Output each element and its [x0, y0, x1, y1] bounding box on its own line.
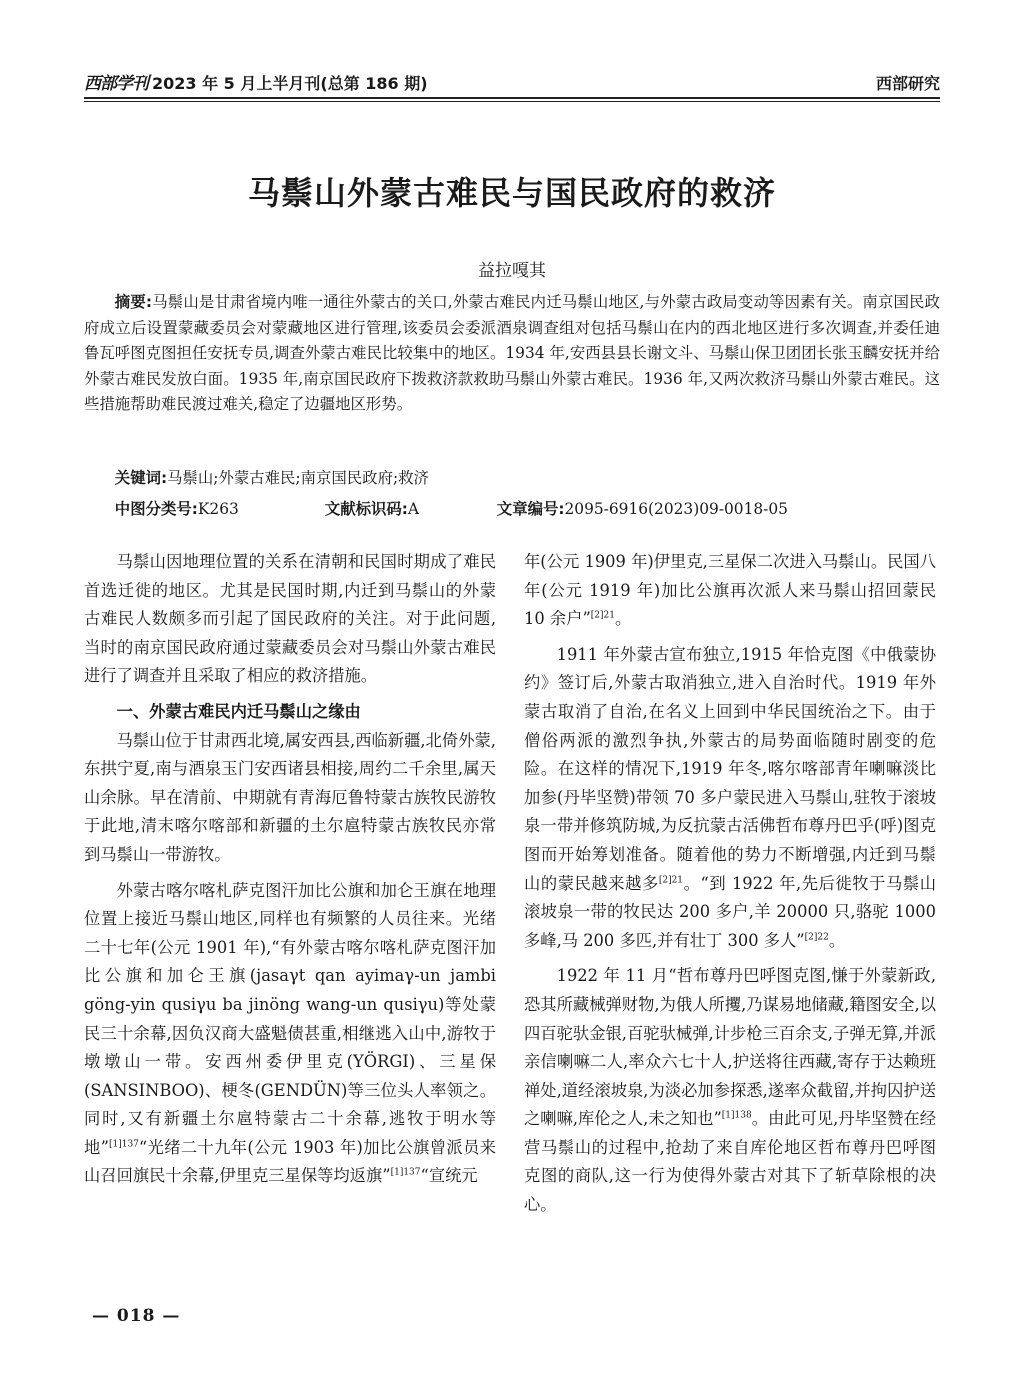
left-column	[84, 548, 496, 1198]
journal-logo: 西部学刊	[84, 74, 148, 94]
article-title: 马鬃山外蒙古难民与国民政府的救济	[247, 174, 776, 212]
abstract	[84, 290, 940, 418]
paragraph	[524, 548, 936, 634]
header-left	[84, 69, 428, 94]
page-number: — 018 —	[92, 1306, 181, 1326]
clc-value: K263	[197, 500, 239, 518]
classification-line	[84, 497, 940, 519]
paragraph-text: 外蒙古喀尔喀札萨克图汗加比公旗和加仑王旗在地理位置上接近马鬃山地区,同样也有频繁的人员往来。光绪二十七年(公元 1901 年),“有外蒙古喀尔喀札萨克图汗加比公旗和加仑王旗(jasaγt qan ayimaγ-un jambi göng-yin qusiγu ba jinöng wang-un qusiγu)等处蒙民三十余幕,因负汉商大盛魁债甚重,相继逃入山中,游牧于墩墩山一带。安西州委伊里克(YÖRGI)、三星保(SANSINBOO)、梗冬(GENDÜN)等三位头人率领之。同时,又有新疆土尔扈特蒙古二十余幕,逃牧于明水等地”	[84, 880, 496, 1157]
doc-value: A	[407, 500, 420, 518]
paragraph-text: 年(公元 1909 年)伊里克,三星保二次进入马鬃山。民国八年(公元 1919 年)加比公旗再次派人来马鬃山招回蒙民 10 余户”	[524, 552, 936, 629]
keywords	[84, 466, 940, 488]
header-rule	[84, 97, 940, 99]
abstract-text: 马鬃山是甘肃省境内唯一通往外蒙古的关口,外蒙古难民内迁马鬃山地区,与外蒙古政局变动等因素有关。南京国民政府成立后设置蒙藏委员会对蒙藏地区进行管理,该委员会委派酒泉调查组对包括马鬃山在内的西北地区进行多次调查,并委任迪鲁瓦呼图克图担任安抚专员,调查外蒙古难民比较集中的地区。1934 年,安西县县长谢文斗、马鬃山保卫团团长张玉麟安抚并给外蒙古难民发放白面。1935 年,南京国民政府下拨救济款救助马鬃山外蒙古难民。1936 年,又两次救济马鬃山外蒙古难民。这些措施帮助难民渡过难关,稳定了边疆地区形势。	[84, 293, 941, 414]
paragraph-text: “宣统元	[420, 1166, 478, 1186]
paragraph: 马鬃山位于甘肃西北境,属安西县,西临新疆,北倚外蒙,东拱宁夏,南与酒泉玉门安西诸县相接,周约二千余里,属天山余脉。早在清前、中期就有青海厄鲁特蒙古族牧民游牧于此地,清末喀尔喀部和新疆的土尔扈特蒙古族牧民亦常到马鬃山一带游牧。	[84, 730, 496, 864]
keywords-label: 关键词:	[114, 469, 168, 487]
citation: [1]137	[108, 1139, 139, 1150]
keywords-text: 马鬃山;外蒙古难民;南京国民政府;救济	[167, 469, 429, 487]
paragraph-text: 1922 年 11 月“哲布尊丹巴呼图克图,慊于外蒙新政,恐其所藏械弹财物,为俄人所攫,乃谋易地储藏,籍图安全,以四百驼驮金银,百驼驮械弹,计步枪三百余支,子弹无算,并派亲信喇嘛二人,率众六七十人,护送将往西藏,寄存于达赖班禅处,道经滚坡泉,为淡必加参探悉,遂率众截留,并拘囚护送之喇嘛,库伦之人,未之知也”	[524, 966, 936, 1129]
citation: [2]21	[658, 875, 684, 886]
right-column	[524, 548, 936, 1227]
paragraph-text: 。由此可见,丹毕坚赞在经营马鬃山的过程中,抢劫了来自库伦地区哲布尊丹巴呼图克图的商队,这一行为使得外蒙古对其下了斩草除根的决心。	[524, 1109, 936, 1215]
paragraph: 马鬃山因地理位置的关系在清朝和民国时期成了难民首选迁徙的地区。尤其是民国时期,内迁到马鬃山的外蒙古难民人数颇多而引起了国民政府的关注。对于此问题,当时的南京国民政府通过蒙藏委员会对马鬃山外蒙古难民进行了调查并且采取了相应的救济措施。	[84, 552, 496, 686]
article-number-label: 文章编号:	[496, 500, 565, 518]
paragraph-text: 。	[828, 930, 846, 950]
section-label: 西部研究	[875, 74, 940, 93]
paragraph	[524, 962, 936, 1219]
header-rule-thin	[84, 101, 940, 102]
paragraph-text: 。	[614, 609, 632, 629]
clc-label: 中图分类号:	[114, 500, 198, 518]
paragraph-text: 。“到 1922 年,先后徙牧于马鬃山滚坡泉一带的牧民达 200 多户,羊 20000 只,骆驼 1000 多峰,马 200 多匹,并有壮丁 300 多人”	[524, 873, 936, 950]
paragraph	[84, 877, 496, 1192]
paragraph-text: 1911 年外蒙古宣布独立,1915 年恰克图《中俄蒙协约》签订后,外蒙古取消独立,进入自治时代。1919 年外蒙古取消了自治,在名义上回到中华民国统治之下。由于僧俗两派的激烈争执,外蒙古的局势面临随时剧变的危险。在这样的情况下,1919 年冬,喀尔喀部青年喇嘛淡比加参(丹毕坚赞)带领 70 多户蒙民进入马鬃山,驻牧于滚坡泉一带并修筑防城,为反抗蒙古活佛哲布尊丹巴乎(呼)图克图而开始筹划准备。随着他的势力不断增强,内迁到马鬃山的蒙民越来越多	[524, 644, 936, 893]
article-number-value: 2095-6916(2023)09-0018-05	[564, 500, 788, 518]
paragraph-text: “光绪二十九年(公元 1903 年)加比公旗曾派员来山召回旗民十余幕,伊里克三星保等均返旗”	[84, 1137, 496, 1186]
abstract-label: 摘要:	[114, 293, 153, 311]
citation: [2]22	[804, 932, 829, 943]
issue-info: 2023 年 5 月上半月刊(总第 186 期)	[152, 74, 428, 93]
doc-item	[325, 497, 497, 519]
citation: [1]137	[390, 1168, 421, 1179]
clc-item	[115, 497, 325, 519]
paragraph	[524, 641, 936, 956]
citation: [2]21	[590, 610, 615, 621]
running-header	[84, 68, 940, 94]
citation: [1]138	[721, 1110, 752, 1121]
doc-label: 文献标识码:	[324, 500, 408, 518]
section-heading: 一、外蒙古难民内迁马鬃山之缘由	[116, 701, 361, 721]
article-number-item	[497, 497, 788, 519]
author-name: 益拉嘎其	[478, 261, 546, 281]
